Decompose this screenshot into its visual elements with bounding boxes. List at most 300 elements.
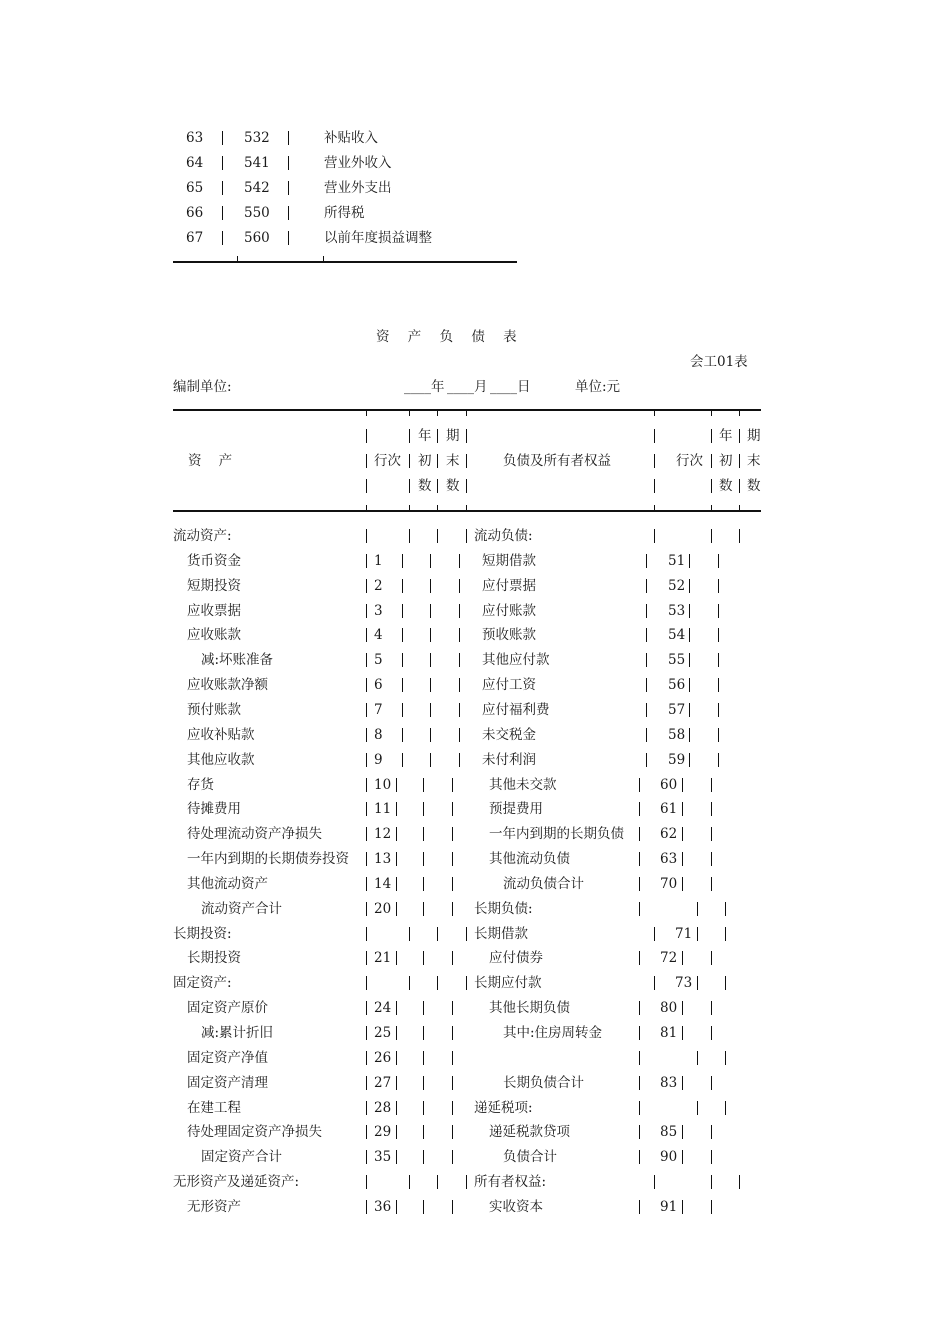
account-name: 补贴收入: [324, 130, 378, 146]
asset-name: 固定资产:: [173, 975, 232, 991]
asset-name: 应收账款净额: [187, 677, 268, 693]
asset-row-no: 6: [374, 677, 383, 693]
table-top-rule: [173, 409, 761, 411]
rule-tick: [366, 505, 367, 510]
header-end-3: 数: [446, 478, 460, 494]
asset-row-no: 3: [374, 603, 383, 619]
liability-column-separator: [639, 1101, 640, 1115]
asset-name: 短期投资: [187, 578, 241, 594]
liability-column-separator: [718, 554, 719, 568]
asset-column-separator: [402, 579, 403, 593]
rule-tick: [654, 411, 655, 416]
asset-row-no: 27: [374, 1075, 392, 1091]
header-separator: [409, 479, 410, 493]
account-name: 营业外支出: [324, 180, 392, 196]
asset-column-separator: [396, 1051, 397, 1065]
liability-name: 实收资本: [489, 1199, 543, 1215]
liability-column-separator: [654, 529, 655, 543]
header-begin-2: 初: [418, 453, 432, 469]
liability-column-separator: [682, 1026, 683, 1040]
liability-column-separator: [725, 1101, 726, 1115]
liability-column-separator: [689, 703, 690, 717]
account-divider: [222, 131, 223, 145]
liability-column-separator: [646, 728, 647, 742]
preparer-unit-label: 编制单位:: [173, 379, 232, 395]
liability-column-separator: [654, 1175, 655, 1189]
liability-column-separator: [725, 976, 726, 990]
header-separator: [654, 454, 655, 468]
account-divider: [222, 231, 223, 245]
liability-column-separator: [639, 1125, 640, 1139]
asset-column-separator: [396, 1150, 397, 1164]
asset-column-separator: [366, 877, 367, 891]
liability-column-separator: [711, 802, 712, 816]
header-separator: [366, 429, 367, 443]
header-end-right-3: 数: [747, 478, 761, 494]
liability-column-separator: [711, 1175, 712, 1189]
header-liability: 负债及所有者权益: [503, 453, 611, 469]
asset-name: 长期投资: [187, 950, 241, 966]
account-divider: [288, 231, 289, 245]
asset-column-separator: [452, 1150, 453, 1164]
liability-column-separator: [639, 951, 640, 965]
asset-column-separator: [423, 1200, 424, 1214]
asset-name: 应收票据: [187, 603, 241, 619]
asset-column-separator: [366, 703, 367, 717]
header-separator: [409, 454, 410, 468]
liability-column-separator: [639, 852, 640, 866]
liability-column-separator: [646, 604, 647, 618]
asset-column-separator: [402, 604, 403, 618]
asset-column-separator: [409, 976, 410, 990]
rule-tick: [711, 411, 712, 416]
asset-column-separator: [459, 604, 460, 618]
asset-name: 在建工程: [187, 1100, 241, 1116]
header-separator: [366, 454, 367, 468]
liability-row-no: 54: [668, 627, 686, 643]
asset-column-separator: [396, 1026, 397, 1040]
asset-column-separator: [452, 827, 453, 841]
header-separator: [654, 429, 655, 443]
liability-row-no: 56: [668, 677, 686, 693]
liability-column-separator: [646, 678, 647, 692]
asset-row-no: 11: [374, 801, 392, 817]
liability-row-no: 55: [668, 652, 686, 668]
asset-column-separator: [452, 1001, 453, 1015]
liability-name: 长期借款: [474, 926, 528, 942]
liability-name: 流动负债合计: [503, 876, 584, 892]
header-row-no-right: 行次: [676, 453, 703, 469]
asset-column-separator: [366, 628, 367, 642]
asset-column-separator: [459, 678, 460, 692]
liability-row-no: 81: [660, 1025, 678, 1041]
liability-column-separator: [711, 852, 712, 866]
asset-column-separator: [466, 927, 467, 941]
asset-column-separator: [459, 628, 460, 642]
header-begin-1: 年: [418, 428, 432, 444]
asset-row-no: 24: [374, 1000, 392, 1016]
asset-column-separator: [402, 678, 403, 692]
asset-column-separator: [366, 1001, 367, 1015]
liability-column-separator: [639, 827, 640, 841]
asset-column-separator: [430, 554, 431, 568]
liability-column-separator: [682, 852, 683, 866]
asset-column-separator: [402, 653, 403, 667]
liability-column-separator: [654, 976, 655, 990]
header-separator: [466, 479, 467, 493]
asset-row-no: 5: [374, 652, 383, 668]
asset-column-separator: [366, 579, 367, 593]
asset-name: 减:坏账准备: [201, 652, 274, 668]
liability-column-separator: [718, 678, 719, 692]
asset-column-separator: [366, 927, 367, 941]
account-code: 550: [244, 205, 270, 221]
asset-column-separator: [452, 1200, 453, 1214]
liability-column-separator: [646, 703, 647, 717]
asset-column-separator: [452, 1125, 453, 1139]
liability-name: 其他未交款: [489, 777, 557, 793]
liability-column-separator: [639, 877, 640, 891]
liability-column-separator: [711, 1076, 712, 1090]
liability-row-no: 91: [660, 1199, 678, 1215]
account-list-bottom-rule: [173, 261, 517, 263]
asset-column-separator: [366, 1026, 367, 1040]
asset-name: 其他应收款: [187, 752, 255, 768]
liability-row-no: 53: [668, 603, 686, 619]
asset-row-no: 35: [374, 1149, 392, 1165]
header-end-1: 期: [446, 428, 460, 444]
liability-name: 其他流动负债: [489, 851, 570, 867]
account-seq: 64: [186, 155, 204, 171]
asset-column-separator: [452, 1076, 453, 1090]
account-code: 541: [244, 155, 270, 171]
asset-column-separator: [402, 703, 403, 717]
liability-name: 递延税款贷项: [489, 1124, 570, 1140]
liability-name: 流动负债:: [474, 528, 533, 544]
asset-row-no: 7: [374, 702, 383, 718]
asset-column-separator: [459, 653, 460, 667]
asset-column-separator: [396, 778, 397, 792]
liability-column-separator: [711, 778, 712, 792]
liability-column-separator: [725, 927, 726, 941]
account-list-tick: [323, 256, 324, 261]
asset-column-separator: [437, 1175, 438, 1189]
asset-row-no: 26: [374, 1050, 392, 1066]
asset-row-no: 1: [374, 553, 383, 569]
asset-column-separator: [459, 554, 460, 568]
header-separator: [366, 479, 367, 493]
liability-name: 预收账款: [482, 627, 536, 643]
asset-column-separator: [366, 951, 367, 965]
liability-column-separator: [718, 628, 719, 642]
asset-column-separator: [466, 1175, 467, 1189]
header-separator: [739, 454, 740, 468]
liability-column-separator: [646, 554, 647, 568]
liability-column-separator: [682, 951, 683, 965]
asset-column-separator: [366, 554, 367, 568]
rule-tick: [466, 411, 467, 416]
account-divider: [222, 206, 223, 220]
liability-row-no: 72: [660, 950, 678, 966]
header-separator: [711, 454, 712, 468]
asset-column-separator: [396, 877, 397, 891]
rule-tick: [437, 505, 438, 510]
account-divider: [288, 206, 289, 220]
liability-column-separator: [639, 1200, 640, 1214]
account-list-tick: [237, 256, 238, 261]
liability-row-no: 59: [668, 752, 686, 768]
header-separator: [711, 429, 712, 443]
asset-column-separator: [409, 1175, 410, 1189]
account-name: 以前年度损益调整: [324, 230, 432, 246]
liability-column-separator: [689, 604, 690, 618]
form-number: 会工01表: [690, 354, 748, 370]
liability-row-no: 90: [660, 1149, 678, 1165]
header-separator: [466, 454, 467, 468]
asset-column-separator: [452, 778, 453, 792]
asset-column-separator: [396, 951, 397, 965]
asset-column-separator: [396, 852, 397, 866]
asset-column-separator: [423, 1125, 424, 1139]
asset-column-separator: [366, 678, 367, 692]
asset-column-separator: [430, 628, 431, 642]
asset-column-separator: [402, 554, 403, 568]
asset-column-separator: [366, 604, 367, 618]
liability-column-separator: [725, 902, 726, 916]
asset-name: 其他流动资产: [187, 876, 268, 892]
account-seq: 63: [186, 130, 204, 146]
asset-name: 流动资产合计: [201, 901, 282, 917]
asset-column-separator: [423, 852, 424, 866]
asset-column-separator: [366, 653, 367, 667]
header-row-no: 行次: [374, 453, 401, 469]
liability-column-separator: [646, 628, 647, 642]
liability-name: 短期借款: [482, 553, 536, 569]
liability-column-separator: [639, 802, 640, 816]
asset-column-separator: [452, 802, 453, 816]
asset-column-separator: [423, 802, 424, 816]
asset-column-separator: [423, 827, 424, 841]
account-seq: 65: [186, 180, 204, 196]
asset-column-separator: [459, 753, 460, 767]
liability-column-separator: [646, 579, 647, 593]
header-separator: [437, 454, 438, 468]
header-separator: [437, 429, 438, 443]
asset-row-no: 8: [374, 727, 383, 743]
header-bottom-rule: [173, 510, 761, 512]
asset-column-separator: [396, 827, 397, 841]
asset-name: 待处理流动资产净损失: [187, 826, 322, 842]
liability-name: 预提费用: [489, 801, 543, 817]
liability-name: 未付利润: [482, 752, 536, 768]
asset-column-separator: [402, 628, 403, 642]
rule-tick: [739, 505, 740, 510]
liability-name: 应付票据: [482, 578, 536, 594]
liability-column-separator: [711, 529, 712, 543]
liability-column-separator: [697, 927, 698, 941]
liability-column-separator: [718, 653, 719, 667]
asset-column-separator: [366, 753, 367, 767]
liability-row-no: 52: [668, 578, 686, 594]
asset-column-separator: [452, 951, 453, 965]
liability-column-separator: [718, 604, 719, 618]
asset-column-separator: [466, 976, 467, 990]
asset-column-separator: [423, 877, 424, 891]
asset-name: 预付账款: [187, 702, 241, 718]
liability-column-separator: [682, 1001, 683, 1015]
asset-column-separator: [366, 976, 367, 990]
asset-column-separator: [452, 1101, 453, 1115]
liability-column-separator: [718, 579, 719, 593]
liability-column-separator: [711, 1026, 712, 1040]
liability-column-separator: [639, 1051, 640, 1065]
report-title: [376, 329, 519, 345]
asset-column-separator: [396, 1101, 397, 1115]
liability-column-separator: [639, 1001, 640, 1015]
asset-column-separator: [423, 1101, 424, 1115]
asset-column-separator: [366, 1175, 367, 1189]
rule-tick: [466, 505, 467, 510]
liability-column-separator: [689, 653, 690, 667]
header-begin-right-3: 数: [719, 478, 733, 494]
liability-column-separator: [646, 753, 647, 767]
asset-column-separator: [430, 753, 431, 767]
asset-column-separator: [437, 927, 438, 941]
rule-tick: [711, 505, 712, 510]
asset-column-separator: [437, 976, 438, 990]
account-seq: 66: [186, 205, 204, 221]
liability-row-no: 62: [660, 826, 678, 842]
liability-row-no: 60: [660, 777, 678, 793]
liability-column-separator: [654, 927, 655, 941]
asset-column-separator: [423, 951, 424, 965]
liability-column-separator: [718, 728, 719, 742]
liability-column-separator: [739, 529, 740, 543]
account-seq: 67: [186, 230, 204, 246]
liability-column-separator: [697, 1051, 698, 1065]
asset-row-no: 9: [374, 752, 383, 768]
asset-column-separator: [366, 1200, 367, 1214]
asset-column-separator: [459, 728, 460, 742]
liability-column-separator: [711, 951, 712, 965]
liability-column-separator: [689, 728, 690, 742]
liability-column-separator: [682, 778, 683, 792]
asset-column-separator: [437, 529, 438, 543]
asset-column-separator: [423, 778, 424, 792]
asset-column-separator: [452, 852, 453, 866]
asset-row-no: 12: [374, 826, 392, 842]
liability-row-no: 71: [675, 926, 693, 942]
liability-column-separator: [739, 1175, 740, 1189]
asset-column-separator: [423, 902, 424, 916]
date-month: ____月: [447, 379, 488, 395]
asset-row-no: 10: [374, 777, 392, 793]
asset-name: 固定资产清理: [187, 1075, 268, 1091]
asset-column-separator: [409, 529, 410, 543]
liability-column-separator: [682, 1150, 683, 1164]
liability-column-separator: [689, 554, 690, 568]
asset-column-separator: [459, 703, 460, 717]
liability-row-no: 57: [668, 702, 686, 718]
header-end-right-1: 期: [747, 428, 761, 444]
asset-column-separator: [366, 902, 367, 916]
liability-column-separator: [682, 877, 683, 891]
asset-name: 无形资产: [187, 1199, 241, 1215]
asset-name: 待处理固定资产净损失: [187, 1124, 322, 1140]
rule-tick: [366, 411, 367, 416]
asset-name: 固定资产原价: [187, 1000, 268, 1016]
asset-name: 货币资金: [187, 553, 241, 569]
asset-column-separator: [452, 1051, 453, 1065]
asset-column-separator: [366, 1051, 367, 1065]
liability-name: 应付账款: [482, 603, 536, 619]
liability-column-separator: [682, 1200, 683, 1214]
liability-column-separator: [718, 703, 719, 717]
account-code: 532: [244, 130, 270, 146]
header-separator: [466, 429, 467, 443]
liability-name: 长期应付款: [474, 975, 542, 991]
header-begin-right-1: 年: [719, 428, 733, 444]
liability-column-separator: [697, 902, 698, 916]
account-divider: [288, 156, 289, 170]
header-separator: [739, 429, 740, 443]
header-separator: [711, 479, 712, 493]
asset-column-separator: [366, 1125, 367, 1139]
header-begin-3: 数: [418, 478, 432, 494]
liability-row-no: 51: [668, 553, 686, 569]
asset-column-separator: [366, 802, 367, 816]
account-divider: [222, 156, 223, 170]
asset-row-no: 14: [374, 876, 392, 892]
liability-name: 应付债券: [489, 950, 543, 966]
asset-column-separator: [396, 1001, 397, 1015]
liability-column-separator: [711, 827, 712, 841]
liability-column-separator: [697, 1101, 698, 1115]
liability-column-separator: [682, 802, 683, 816]
asset-column-separator: [430, 728, 431, 742]
header-asset: 资 产: [188, 453, 233, 469]
asset-row-no: 36: [374, 1199, 392, 1215]
liability-column-separator: [697, 976, 698, 990]
liability-name: 应付福利费: [482, 702, 550, 718]
liability-column-separator: [689, 678, 690, 692]
asset-column-separator: [452, 902, 453, 916]
liability-column-separator: [682, 1125, 683, 1139]
currency-unit: 单位:元: [575, 379, 621, 395]
header-end-right-2: 末: [747, 453, 761, 469]
liability-column-separator: [689, 753, 690, 767]
liability-column-separator: [682, 827, 683, 841]
liability-name: 应付工资: [482, 677, 536, 693]
asset-column-separator: [430, 579, 431, 593]
liability-column-separator: [725, 1051, 726, 1065]
liability-name: 递延税项:: [474, 1100, 533, 1116]
asset-name: 无形资产及递延资产:: [173, 1174, 300, 1190]
asset-column-separator: [452, 1026, 453, 1040]
asset-column-separator: [423, 1051, 424, 1065]
asset-name: 应收账款: [187, 627, 241, 643]
asset-row-no: 28: [374, 1100, 392, 1116]
asset-column-separator: [423, 1001, 424, 1015]
report-title-text: 资 产 负 债 表: [376, 329, 519, 345]
asset-column-separator: [423, 1150, 424, 1164]
asset-name: 一年内到期的长期债券投资: [187, 851, 349, 867]
rule-tick: [437, 411, 438, 416]
asset-column-separator: [396, 902, 397, 916]
asset-row-no: 4: [374, 627, 383, 643]
liability-row-no: 83: [660, 1075, 678, 1091]
asset-column-separator: [423, 1026, 424, 1040]
